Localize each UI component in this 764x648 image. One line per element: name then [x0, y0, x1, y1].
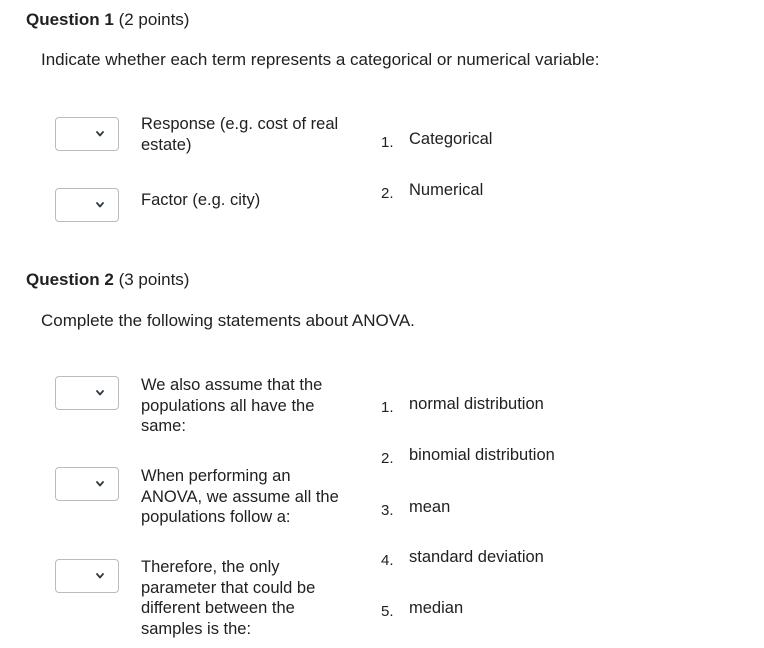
- q1-term-2-select[interactable]: [55, 188, 119, 222]
- q1-term-2-label: Factor (e.g. city): [141, 191, 261, 209]
- chevron-down-icon: [96, 388, 104, 398]
- q1-choice-1-label: Categorical: [409, 130, 493, 148]
- q2-choice-4-number: 4.: [381, 552, 394, 569]
- question-2-title: Question 2: [26, 270, 114, 289]
- q2-choice-2: [381, 445, 555, 466]
- question-2-heading: [26, 269, 189, 291]
- q2-choice-3: [381, 497, 450, 518]
- question-1-points: (2 points): [118, 10, 190, 29]
- question-1-heading: [26, 9, 189, 31]
- q2-choice-2-label: binomial distribution: [409, 446, 555, 464]
- chevron-down-icon: [96, 200, 104, 210]
- q2-choice-1-label: normal distribution: [409, 395, 544, 413]
- q1-term-1-label: Response (e.g. cost of real estate): [141, 115, 339, 154]
- question-1-prompt: Indicate whether each term represents a categorical or numerical variable:: [41, 50, 600, 69]
- q2-choice-2-number: 2.: [381, 450, 394, 467]
- q2-choice-1: [381, 394, 544, 415]
- chevron-down-icon: [96, 571, 104, 581]
- q2-term-3-select[interactable]: [55, 559, 119, 593]
- q1-choice-2: [381, 180, 483, 201]
- q2-choice-5-label: median: [409, 599, 464, 617]
- q1-choice-2-number: 2.: [381, 185, 394, 202]
- q2-choice-4: [381, 547, 544, 568]
- q2-term-1-label: We also assume that the populations all have the same:: [141, 376, 323, 435]
- q2-choice-3-label: mean: [409, 498, 451, 516]
- q2-choice-3-number: 3.: [381, 502, 394, 519]
- q1-choice-1-number: 1.: [381, 134, 394, 151]
- q2-choice-1-number: 1.: [381, 399, 394, 416]
- q2-choice-4-label: standard deviation: [409, 548, 544, 566]
- q2-term-3-label: Therefore, the only parameter that could be different between the samples is the:: [141, 558, 316, 638]
- question-1-title: Question 1: [26, 10, 114, 29]
- question-2-points: (3 points): [118, 270, 190, 289]
- q2-choice-5-number: 5.: [381, 603, 394, 620]
- q1-term-1-select[interactable]: [55, 117, 119, 151]
- chevron-down-icon: [96, 479, 104, 489]
- q2-choice-5: [381, 598, 463, 619]
- q1-choice-2-label: Numerical: [409, 181, 484, 199]
- q2-term-2-label: When performing an ANOVA, we assume all the populations follow a:: [141, 467, 339, 526]
- chevron-down-icon: [96, 129, 104, 139]
- question-2-prompt: Complete the following statements about ANOVA.: [41, 311, 415, 330]
- q2-term-1-select[interactable]: [55, 376, 119, 410]
- q1-choice-1: [381, 129, 492, 150]
- q2-term-2-select[interactable]: [55, 467, 119, 501]
